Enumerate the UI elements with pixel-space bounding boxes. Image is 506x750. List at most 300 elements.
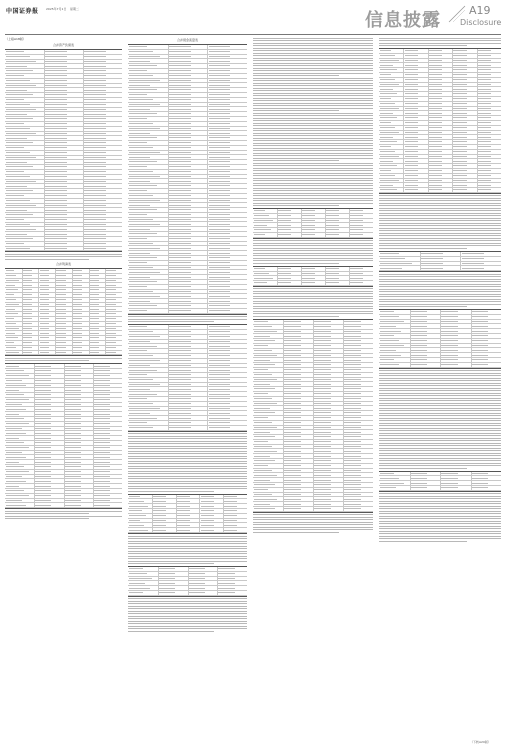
table-cell [6, 505, 26, 506]
table-cell [441, 364, 458, 365]
table-cell [405, 122, 418, 123]
table-cell [6, 486, 19, 487]
text-line [379, 245, 501, 246]
table-cell [380, 340, 399, 341]
table-cell [35, 481, 51, 482]
table-cell [6, 66, 27, 67]
table-cell [6, 248, 30, 249]
text-line [253, 200, 373, 201]
text-line [253, 258, 373, 259]
text-line [128, 481, 247, 482]
text-line [379, 528, 501, 529]
table-cell [224, 515, 237, 516]
table-cell [45, 248, 66, 249]
table-cell [23, 309, 32, 310]
table-cell [169, 118, 191, 119]
table-cell [35, 466, 51, 467]
table-cell [84, 147, 105, 148]
text-line [379, 38, 501, 39]
table-cell [169, 46, 191, 47]
table-cell [84, 200, 105, 201]
table-cell [169, 75, 191, 76]
table-cell [278, 220, 291, 221]
table-cell [84, 142, 105, 143]
table-cell [90, 299, 99, 300]
table-column-rule [168, 45, 169, 314]
table-cell [254, 326, 272, 327]
table-cell [254, 379, 277, 380]
table-cell [441, 478, 458, 479]
table-cell [209, 209, 231, 210]
table-column-rule [420, 252, 421, 271]
table-cell [478, 74, 491, 75]
table-cell [314, 494, 331, 495]
table-cell [254, 369, 268, 370]
table-cell [278, 229, 291, 230]
table-cell [218, 588, 234, 589]
table-cell [169, 80, 191, 81]
table-cell [441, 311, 458, 312]
table-column-rule [452, 49, 453, 193]
text-line [379, 430, 501, 431]
text-line [379, 418, 501, 419]
table-cell [6, 471, 29, 472]
table-cell [6, 352, 19, 353]
text-line [379, 304, 501, 305]
table-cell [129, 301, 150, 302]
text-line [379, 43, 501, 44]
table-cell [411, 483, 428, 484]
text-line [379, 523, 501, 524]
table-cell [169, 267, 191, 268]
table-cell [429, 50, 442, 51]
table-cell [45, 90, 66, 91]
table-cell [90, 328, 99, 329]
table-cell [45, 166, 66, 167]
table-cell [429, 185, 442, 186]
table-cell [129, 573, 147, 574]
text-line [253, 250, 373, 251]
table-cell [478, 156, 491, 157]
table-cell [472, 364, 489, 365]
table-cell [6, 490, 24, 491]
table-cell [153, 525, 166, 526]
table-cell [314, 489, 331, 490]
table-cell [129, 109, 150, 110]
table-cell [209, 224, 231, 225]
table-cell [254, 388, 275, 389]
table-cell [284, 484, 301, 485]
table-cell [73, 347, 82, 348]
column-2 [128, 36, 247, 736]
table-cell [6, 390, 19, 391]
table-cell [284, 427, 301, 428]
table-cell [224, 506, 237, 507]
table-cell [94, 476, 110, 477]
table-cell [189, 573, 205, 574]
table-cell [169, 413, 191, 414]
table-cell [73, 337, 82, 338]
table-cell [254, 336, 270, 337]
table-cell [429, 74, 442, 75]
table-cell [129, 80, 160, 81]
table-cell [56, 342, 65, 343]
table-cell [169, 181, 191, 182]
table-cell [169, 277, 191, 278]
table-cell [90, 275, 99, 276]
table-cell [129, 305, 156, 306]
table-cell [453, 175, 466, 176]
text-line [128, 536, 247, 537]
table-cell [344, 489, 361, 490]
table-cell [45, 205, 66, 206]
text-line [379, 393, 501, 394]
table-cell [23, 299, 32, 300]
table-cell [129, 418, 156, 419]
table-cell [209, 346, 231, 347]
text-line [253, 263, 339, 264]
table-cell [84, 181, 105, 182]
table-cell [462, 263, 484, 264]
table-cell [40, 328, 49, 329]
table-cell [6, 275, 16, 276]
text-line [379, 220, 501, 221]
text-line [253, 303, 373, 304]
table-cell [6, 438, 19, 439]
table-cell [6, 51, 24, 52]
table-cell [453, 69, 466, 70]
table-cell [405, 165, 418, 166]
table-cell [84, 114, 105, 115]
table-cell [209, 109, 231, 110]
table-cell [189, 588, 205, 589]
table-cell [106, 285, 115, 286]
text-paragraph [253, 514, 373, 533]
text-line [128, 478, 247, 479]
column-continuation-label: （上接A18版） [5, 37, 26, 41]
table-cell [380, 79, 395, 80]
financial-table [379, 309, 501, 369]
table-cell [90, 347, 99, 348]
table-cell [314, 484, 331, 485]
text-line [379, 465, 501, 466]
text-line [253, 50, 373, 51]
text-line [253, 175, 373, 176]
text-line [253, 291, 373, 292]
table-cell [472, 340, 489, 341]
text-line [379, 403, 501, 404]
table-cell [129, 181, 150, 182]
text-line [253, 140, 373, 141]
table-cell [209, 281, 231, 282]
table-cell [380, 175, 395, 176]
table-cell [40, 309, 49, 310]
table-row [128, 528, 247, 533]
table-cell [411, 487, 428, 488]
table-cell [65, 452, 81, 453]
text-line [379, 388, 501, 389]
text-line [253, 311, 373, 312]
table-cell [6, 219, 24, 220]
table-cell [129, 427, 153, 428]
text-line [253, 165, 373, 166]
table-cell [441, 340, 458, 341]
text-line [5, 518, 89, 519]
table-cell [169, 65, 191, 66]
table-cell [169, 418, 191, 419]
issue-weekday: 星期二 [70, 7, 80, 11]
table-cell [453, 132, 466, 133]
text-line [379, 413, 501, 414]
text-line [5, 254, 122, 255]
table-cell [326, 210, 339, 211]
table-cell [169, 365, 191, 366]
table-cell [159, 588, 175, 589]
table-cell [65, 442, 81, 443]
table-column-rule [93, 364, 94, 508]
table-cell [45, 56, 66, 57]
table-cell [478, 65, 491, 66]
table-cell [314, 408, 331, 409]
text-line [379, 375, 501, 376]
table-cell [45, 190, 66, 191]
text-line [253, 185, 373, 186]
table-cell [129, 510, 142, 511]
financial-table [5, 49, 122, 252]
table-cell [344, 427, 361, 428]
table-cell [6, 375, 29, 376]
text-line [253, 83, 373, 84]
table-cell [254, 360, 270, 361]
table-cell [169, 205, 191, 206]
text-line [5, 511, 122, 512]
table-column-rule [313, 320, 314, 512]
table-cell [84, 99, 105, 100]
table-cell [45, 186, 66, 187]
table-cell [169, 310, 191, 311]
table-cell [169, 398, 191, 399]
text-line [379, 235, 501, 236]
text-line [128, 433, 247, 434]
table-cell [35, 452, 51, 453]
table-cell [380, 127, 395, 128]
table-cell [65, 409, 81, 410]
table-cell [278, 234, 291, 235]
table-cell [478, 113, 491, 114]
table-cell [40, 299, 49, 300]
table-cell [302, 210, 315, 211]
table-cell [209, 301, 231, 302]
table-cell [284, 393, 301, 394]
table-cell [380, 345, 403, 346]
table-cell [129, 118, 147, 119]
table-cell [201, 501, 214, 502]
text-line [379, 428, 501, 429]
table-cell [344, 398, 361, 399]
table-cell [472, 483, 489, 484]
table-cell [350, 225, 363, 226]
text-line [5, 516, 122, 517]
table-cell [314, 470, 331, 471]
table-cell [344, 364, 361, 365]
table-cell [56, 309, 65, 310]
table-cell [6, 500, 22, 501]
table-cell [169, 301, 191, 302]
table-cell [6, 128, 30, 129]
table-cell [45, 224, 66, 225]
text-line [379, 296, 501, 297]
text-line [253, 90, 373, 91]
table-cell [478, 165, 491, 166]
text-line [253, 198, 373, 199]
table-cell [6, 186, 27, 187]
table-cell [209, 75, 231, 76]
table-cell [35, 505, 51, 506]
table-cell [441, 345, 458, 346]
table-cell [129, 296, 160, 297]
table-cell [6, 104, 30, 105]
text-line [379, 45, 467, 46]
table-cell [35, 394, 51, 395]
table-cell [314, 336, 331, 337]
table-cell [254, 460, 275, 461]
text-line [128, 543, 247, 544]
table-cell [94, 438, 110, 439]
table-cell [209, 80, 231, 81]
table-cell [284, 384, 301, 385]
table-cell [302, 268, 315, 269]
table-cell [218, 578, 234, 579]
table-cell [453, 103, 466, 104]
text-line [128, 321, 214, 322]
table-cell [344, 460, 361, 461]
table-cell [94, 370, 110, 371]
table-cell [129, 161, 156, 162]
table-cell [209, 142, 231, 143]
table-cell [45, 147, 66, 148]
table-column-rule [343, 320, 344, 512]
table-cell [106, 275, 115, 276]
table-cell [169, 70, 191, 71]
text-line [253, 68, 373, 69]
table-cell [129, 578, 152, 579]
table-cell [314, 321, 331, 322]
table-cell [411, 326, 428, 327]
table-cell [73, 313, 82, 314]
table-cell [284, 422, 301, 423]
table-cell [129, 370, 156, 371]
table-cell [284, 336, 301, 337]
table-cell [209, 262, 231, 263]
table-cell [40, 318, 49, 319]
table-cell [56, 289, 65, 290]
table-cell [6, 224, 30, 225]
table-cell [129, 310, 147, 311]
table-cell [314, 427, 331, 428]
table-cell [209, 85, 231, 86]
table-cell [94, 428, 110, 429]
table-cell [129, 588, 150, 589]
table-cell [411, 331, 428, 332]
table-column-rule [460, 252, 461, 271]
table-cell [254, 412, 275, 413]
table-cell [284, 388, 301, 389]
table-cell [314, 422, 331, 423]
table-cell [35, 366, 51, 367]
text-paragraph [253, 38, 373, 77]
table-column-rule [64, 364, 65, 508]
table-cell [209, 389, 231, 390]
table-cell [129, 568, 142, 569]
text-paragraph [379, 195, 501, 249]
table-cell [6, 452, 22, 453]
table-cell [254, 345, 268, 346]
text-line [379, 408, 501, 409]
text-line [379, 198, 501, 199]
text-line [253, 316, 339, 317]
table-cell [380, 151, 395, 152]
table-cell [429, 141, 442, 142]
table-cell [405, 141, 418, 142]
table-cell [169, 85, 191, 86]
table-cell [6, 234, 27, 235]
table-cell [380, 84, 399, 85]
text-line [253, 524, 373, 525]
table-cell [169, 200, 191, 201]
table-cell [344, 408, 361, 409]
table-cell [90, 342, 99, 343]
financial-table [128, 566, 247, 597]
table-cell [441, 483, 458, 484]
table-cell [84, 109, 105, 110]
table-cell [129, 262, 147, 263]
table-cell [405, 151, 418, 152]
table-cell [73, 328, 82, 329]
table-cell [169, 128, 191, 129]
table-cell [129, 501, 144, 502]
table-cell [278, 210, 291, 211]
table-cell [56, 347, 65, 348]
table-cell [284, 451, 301, 452]
table-cell [84, 166, 105, 167]
table-cell [314, 441, 331, 442]
table-cell [326, 220, 339, 221]
table-cell [94, 505, 110, 506]
text-line [253, 308, 373, 309]
text-line [128, 613, 247, 614]
table-cell [23, 313, 32, 314]
table-cell [6, 270, 14, 271]
text-line [253, 135, 373, 136]
table-cell [314, 460, 331, 461]
text-line [128, 538, 247, 539]
section-english: Disclosure [460, 18, 502, 27]
text-line [253, 522, 373, 523]
table-column-rule [22, 269, 23, 355]
text-line [253, 55, 373, 56]
table-cell [84, 133, 105, 134]
issue-date: 2025年7月1日 [46, 7, 67, 11]
table-cell [169, 195, 191, 196]
table-cell [169, 51, 191, 52]
table-column-rule [325, 209, 326, 238]
table-cell [344, 422, 361, 423]
table-cell [6, 214, 33, 215]
table-cell [35, 433, 51, 434]
table-column-rule [471, 310, 472, 368]
financial-table [379, 48, 501, 194]
table-cell [254, 355, 277, 356]
